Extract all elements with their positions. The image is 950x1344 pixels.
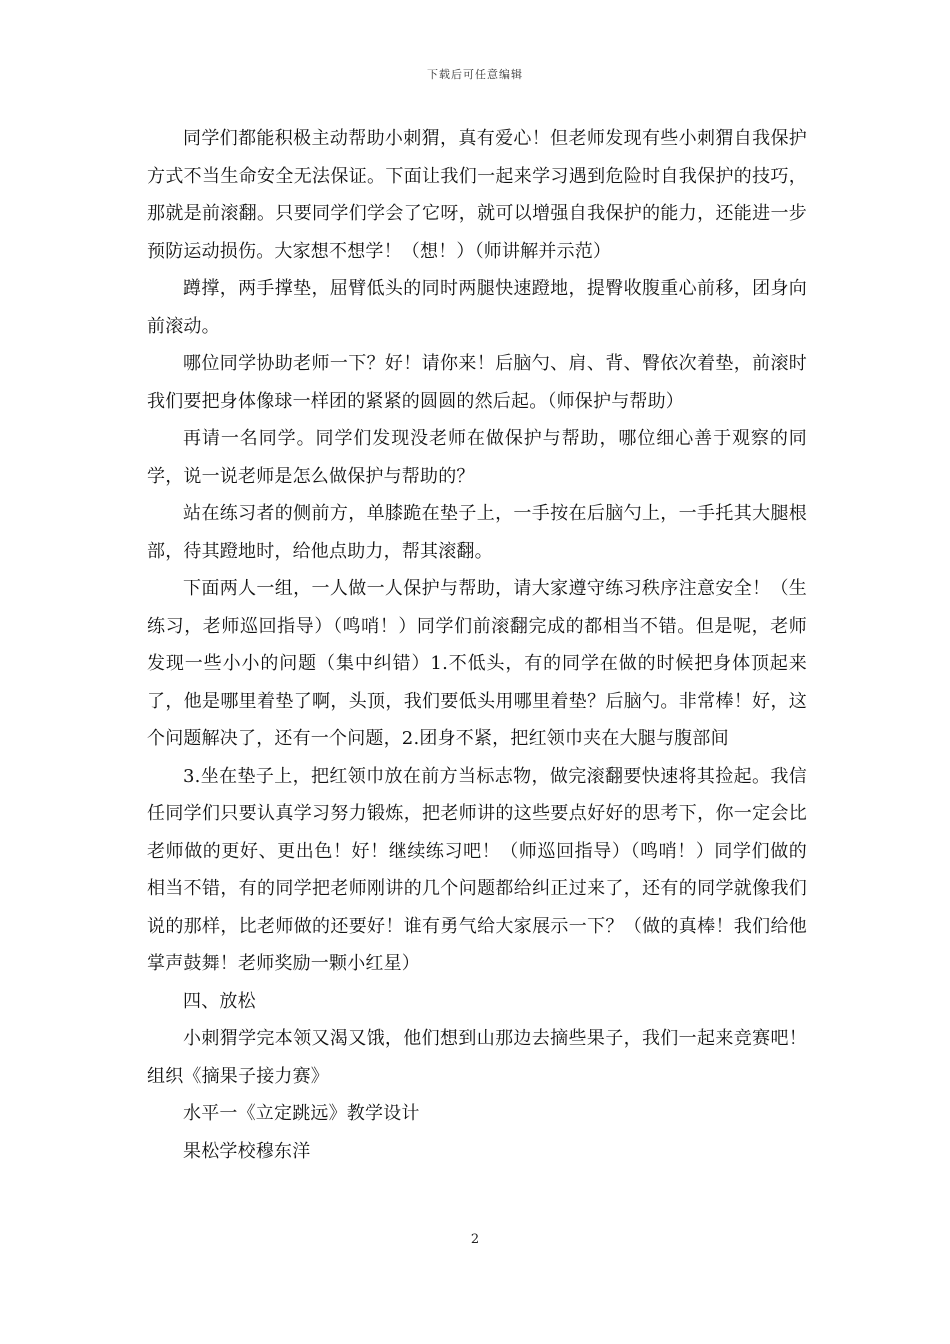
page-number: 2 — [470, 1232, 480, 1247]
paragraph-pair-practice: 下面两人一组，一人做一人保护与帮助，请大家遵守练习秩序注意安全！（生练习，老师巡回指导）（鸣哨！）同学们前滚翻完成的都相当不错。但是呢，老师发现一些小小的问题（集中纠错）1.不低头，有的同学在做的时候把身体顶起来了，他是哪里着垫了啊，头顶，我们要低头用哪里着垫？后脑勺。非常棒！好，这个问题解决了，还有一个问题，2.团身不紧，把红领巾夹在大腿与腹部间 — [147, 578, 807, 749]
paragraph-marker-practice: 3.坐在垫子上，把红领巾放在前方当标志物，做完滚翻要快速将其捡起。我信任同学们只要认真学习努力锻炼，把老师讲的这些要点好好的思考下，你一定会比老师做的更好、更出色！好！继续练习吧！（师巡回指导）（鸣哨！）同学们做的相当不错，有的同学把老师刚讲的几个问题都给纠正过来了，还有的同学就像我们说的那样，比老师做的还要好！谁有勇气给大家展示一下？（做的真棒！我们给他掌声鼓舞！老师奖励一颗小红星） — [147, 765, 807, 974]
paragraph-relay-game: 小刺猬学完本领又渴又饿，他们想到山那边去摘些果子，我们一起来竞赛吧！组织《摘果子接力赛》 — [147, 1028, 807, 1087]
lesson-title: 水平一《立定跳远》教学设计 — [183, 1103, 420, 1124]
page-header: 下载后可任意编辑 — [427, 68, 523, 81]
paragraph-squat-support: 蹲撑，两手撑垫，屈臂低头的同时两腿快速蹬地，提臀收腹重心前移，团身向前滚动。 — [147, 278, 807, 337]
document-body — [147, 120, 807, 1170]
author-line: 果松学校穆东洋 — [183, 1140, 311, 1162]
paragraph-protection-intro: 同学们都能积极主动帮助小刺猬，真有爱心！但老师发现有些小刺猬自我保护方式不当生命安全无法保证。下面让我们一起来学习遇到危险时自我保护的技巧，那就是前滚翻。只要同学们学会了它呀，就可以增强自我保护的能力，还能进一步预防运动损伤。大家想不想学！（想！）（师讲解并示范） — [147, 128, 807, 262]
paragraph-protection-method: 站在练习者的侧前方，单膝跪在垫子上，一手按在后脑勺上，一手托其大腿根部，待其蹬地时，给他点助力，帮其滚翻。 — [147, 503, 807, 562]
section-heading-relax: 四、放松 — [183, 990, 256, 1012]
paragraph-observe-protection: 再请一名同学。同学们发现没老师在做保护与帮助，哪位细心善于观察的同学，说一说老师是怎么做保护与帮助的？ — [147, 428, 807, 487]
paragraph-assist-teacher: 哪位同学协助老师一下？好！请你来！后脑勺、肩、背、臀依次着垫，前滚时我们要把身体像球一样团的紧紧的圆圆的然后起。（师保护与帮助） — [147, 353, 807, 412]
